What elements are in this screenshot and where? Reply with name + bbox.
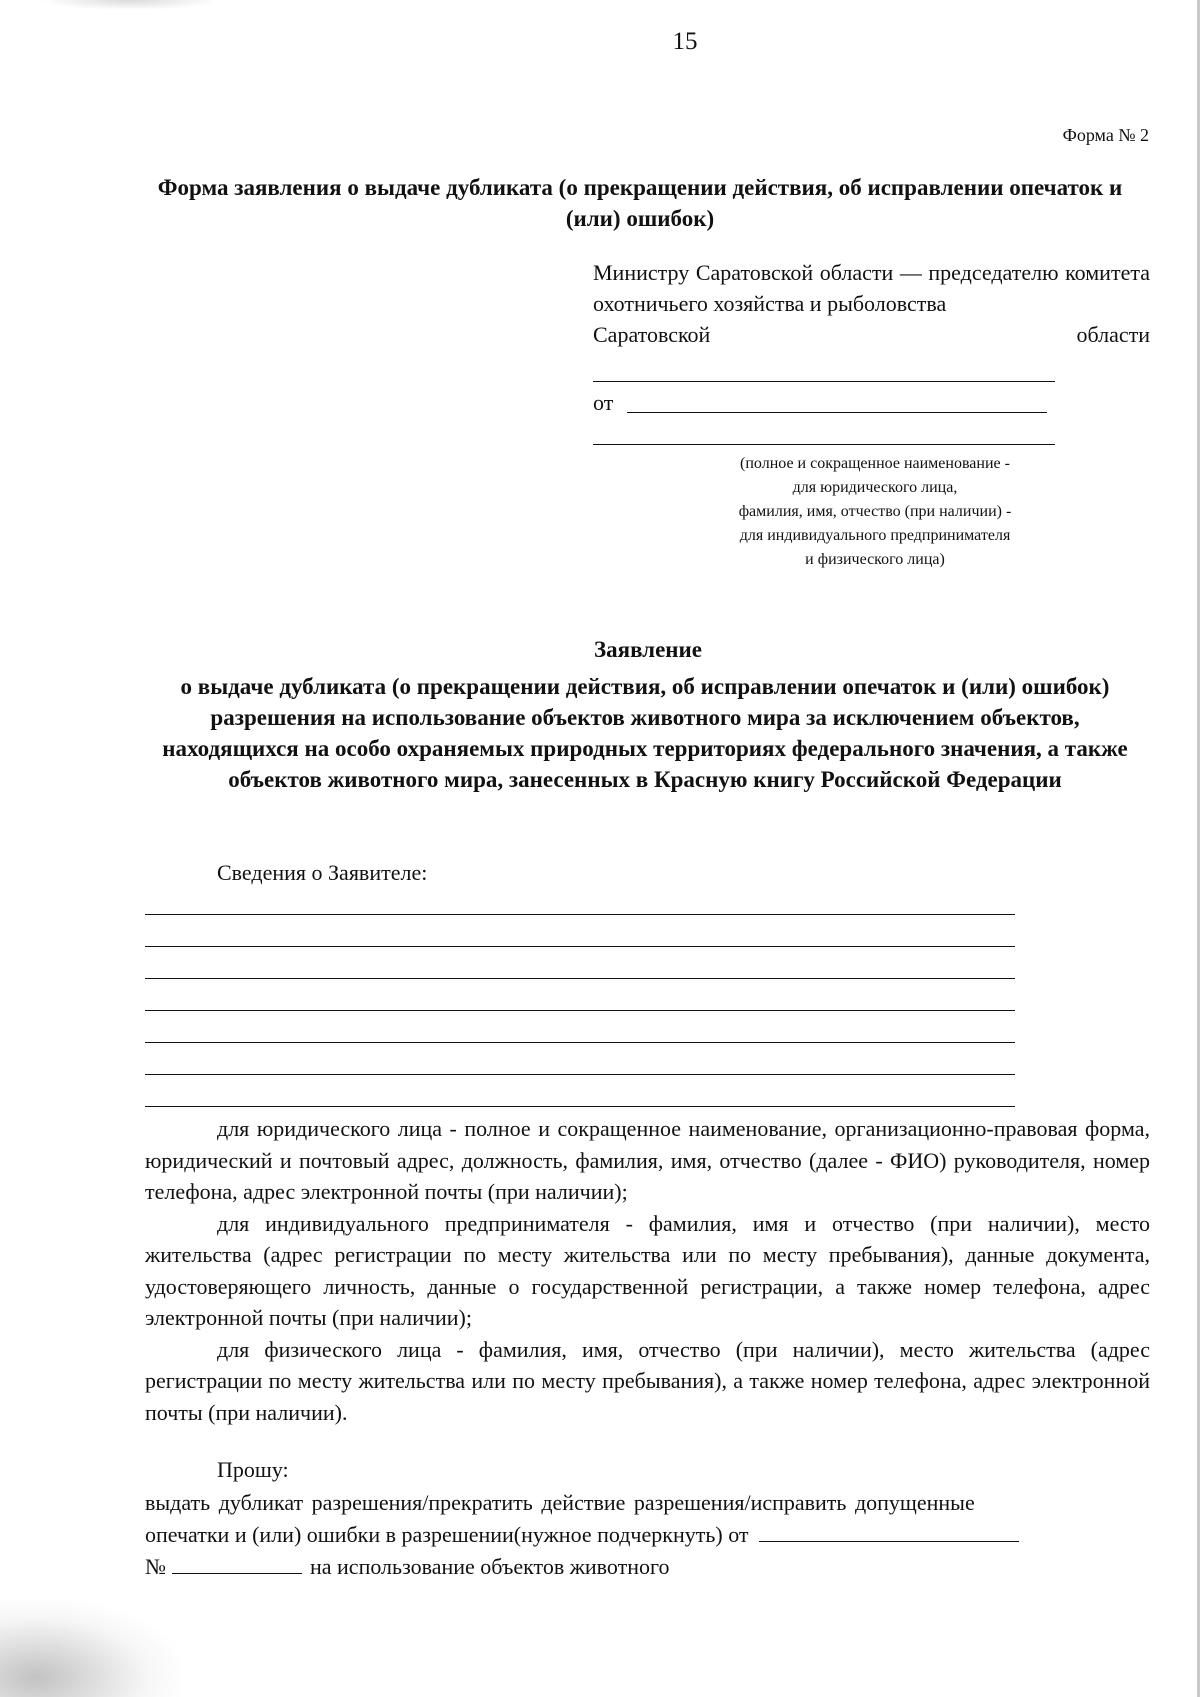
scan-artifact <box>0 1600 180 1697</box>
request-text: опечатки и (или) ошибки в разрешении(нужное подчеркнуть) от <box>145 1522 749 1547</box>
date-fill-line[interactable] <box>759 1523 1019 1542</box>
description-paragraph: для физического лица - фамилия, имя, отчество (при наличии), место жительства (адрес регистрации по месту жительства или по месту пребывания), а также номер телефона, адрес электронной почты (при наличии). <box>145 1336 1150 1425</box>
addressee-note <box>690 452 1060 572</box>
applicant-fill-line[interactable] <box>145 1106 1015 1107</box>
note-line: (полное и сокращенное наименование - <box>740 455 1010 472</box>
statement-heading: Заявление <box>593 637 703 662</box>
description-paragraph: для юридического лица - полное и сокращенное наименование, организационно-правовая форма, юридический и почтовый адрес, должность, фамилия, имя, отчество (далее - ФИО) руководителя, номер телефона, адрес электронной почты (при наличии); <box>145 1116 1150 1204</box>
note-line: для индивидуального предпринимателя <box>739 527 1011 544</box>
note-line: фамилия, имя, отчество (при наличии) - <box>738 503 1012 520</box>
form-title: Форма заявления о выдаче дубликата (о прекращении действия, об исправлении опечаток и (или) ошибок) <box>157 175 1123 231</box>
applicant-fill-line[interactable] <box>145 946 1015 947</box>
request-text: на использование объектов животного <box>310 1554 670 1579</box>
applicant-fill-line[interactable] <box>145 1074 1015 1075</box>
description-paragraph: для индивидуального предпринимателя - фамилия, имя и отчество (при наличии), место жительства (адрес регистрации по месту жительства или по месту пребывания), данные документа, удостоверяющего личность, данные о государственной регистрации, а также номер телефона, адрес электронной почты (при наличии); <box>145 1210 1150 1330</box>
form-number: Форма № 2 <box>1062 125 1149 145</box>
request-text: выдать дубликат разрешения/прекратить действие разрешения/исправить допущенные <box>145 1490 975 1515</box>
applicant-fill-line[interactable] <box>145 978 1015 979</box>
addressee-last-line <box>593 319 1150 350</box>
scan-artifact <box>40 0 220 10</box>
request-line <box>145 1522 1150 1548</box>
note-line: и физического лица) <box>805 551 945 568</box>
number-sign: № <box>145 1554 166 1579</box>
applicant-label: Сведения о Заявителе: <box>217 860 428 885</box>
from-fill-line[interactable] <box>627 412 1047 413</box>
permit-number-fill-line[interactable] <box>172 1555 302 1574</box>
request-line <box>145 1554 1150 1580</box>
applicant-fill-line[interactable] <box>145 914 1015 915</box>
statement-subtitle: о выдаче дубликата (о прекращении действия, об исправлении опечаток и (или) ошибок) разрешения на использование объектов животного мира за исключением объектов, находящихся на особо охраняемых природных территориях федерального значения, а также объектов животного мира, занесенных в Красную книгу Российской Федерации <box>162 674 1128 792</box>
addressee-block <box>593 257 1150 350</box>
addressee-fill-line[interactable] <box>593 381 1055 382</box>
applicant-fill-line[interactable] <box>145 1010 1015 1011</box>
addressee-fill-line[interactable] <box>593 444 1055 445</box>
page-number: 15 <box>672 28 698 55</box>
from-label: от <box>593 390 614 415</box>
request-label: Прошу: <box>217 1457 289 1482</box>
addressee-word: Саратовской <box>593 322 711 347</box>
applicant-description <box>145 1113 1150 1428</box>
addressee-line: Министру Саратовской области — председателю комитета охотничьего хозяйства и рыболовства <box>593 260 1150 316</box>
addressee-word: области <box>1076 322 1150 347</box>
applicant-fill-line[interactable] <box>145 1042 1015 1043</box>
note-line: для юридического лица, <box>792 479 958 496</box>
request-line <box>145 1490 1150 1516</box>
